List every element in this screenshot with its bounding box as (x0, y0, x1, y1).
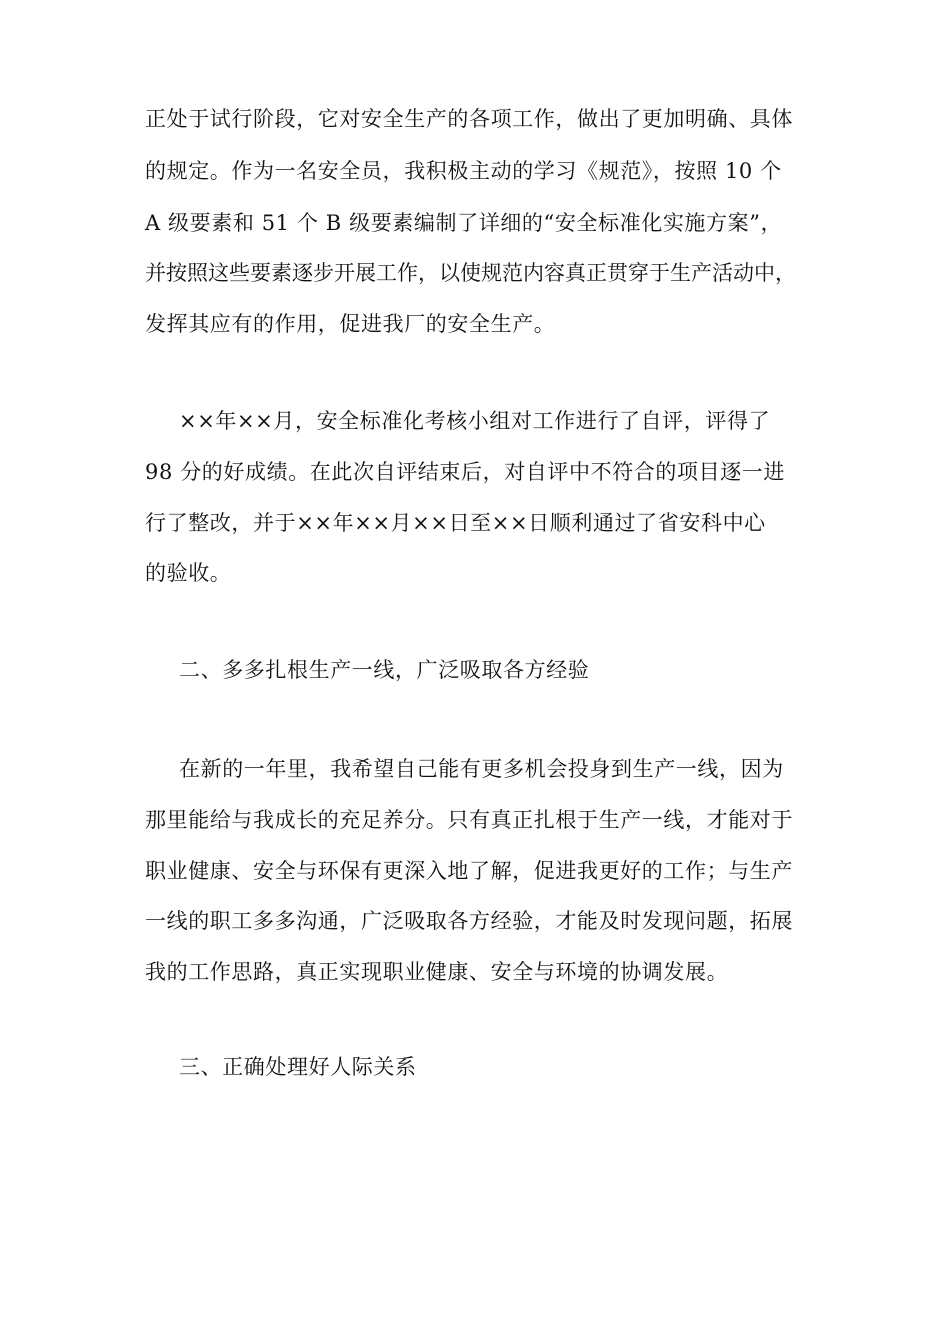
paragraph-3-line-1: 在新的一年里，我希望自己能有更多机会投身到生产一线，因为 (179, 757, 784, 781)
paragraph-1-line-2: 的规定。作为一名安全员，我积极主动的学习《规范》，按照 10 个 (145, 159, 782, 183)
paragraph-1-line-4: 并按照这些要素逐步开展工作，以使规范内容真正贯穿于生产活动中， (145, 261, 796, 285)
paragraph-2-line-2: 98 分的好成绩。在此次自评结束后，对自评中不符合的项目逐一进 (145, 460, 785, 484)
section-heading-2: 二、多多扎根生产一线，广泛吸取各方经验 (179, 658, 590, 682)
paragraph-1-line-1: 正处于试行阶段，它对安全生产的各项工作，做出了更加明确、具体 (145, 107, 793, 131)
paragraph-1-line-3: A 级要素和 51 个 B 级要素编制了详细的“安全标准化实施方案”， (145, 211, 783, 235)
paragraph-2-line-4: 的验收。 (145, 561, 232, 585)
section-heading-3: 三、正确处理好人际关系 (179, 1055, 417, 1079)
paragraph-3-line-2: 那里能给与我成长的充足养分。只有真正扎根于生产一线，才能对于 (145, 808, 793, 832)
paragraph-1-line-5: 发挥其应有的作用，促进我厂的安全生产。 (145, 312, 556, 336)
paragraph-3-line-3: 职业健康、安全与环保有更深入地了解，促进我更好的工作；与生产 (145, 859, 793, 883)
paragraph-2-line-1: ××年××月，安全标准化考核小组对工作进行了自评，评得了 (179, 409, 771, 433)
paragraph-3-line-4: 一线的职工多多沟通，广泛吸取各方经验，才能及时发现问题，拓展 (145, 909, 793, 933)
paragraph-3-line-5: 我的工作思路，真正实现职业健康、安全与环境的协调发展。 (145, 960, 729, 984)
paragraph-2-line-3: 行了整改，并于××年××月××日至××日顺利通过了省安科中心 (145, 511, 766, 535)
